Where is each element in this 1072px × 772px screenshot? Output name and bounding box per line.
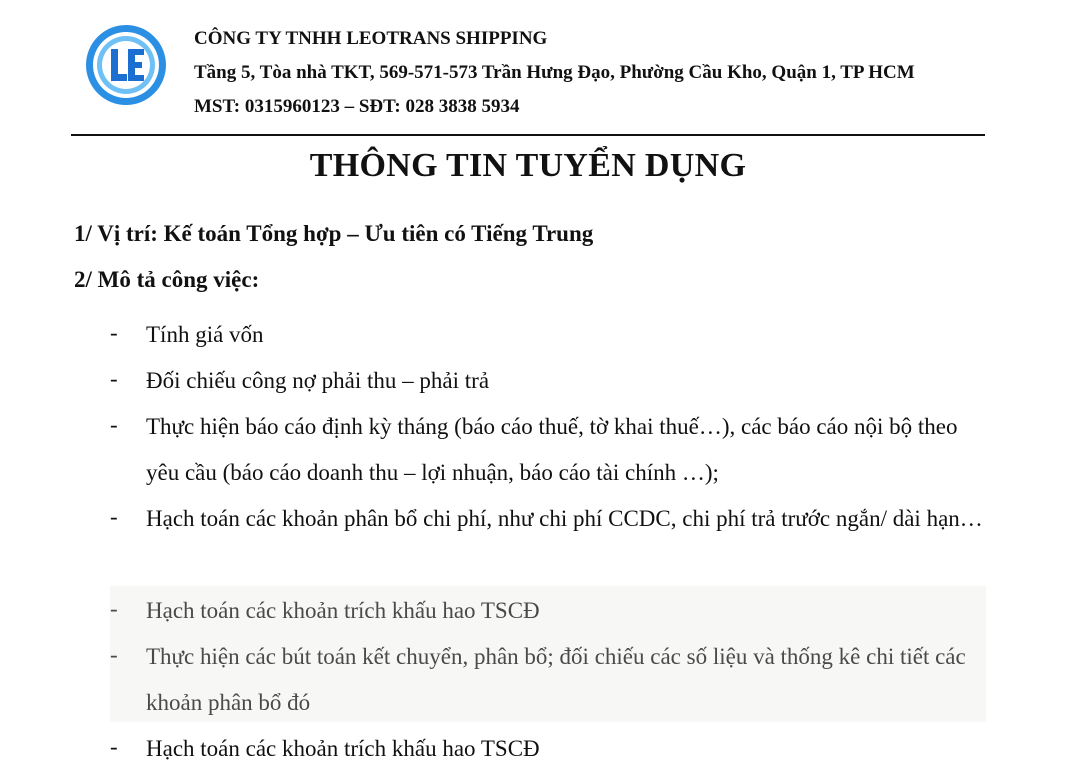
page-title: THÔNG TIN TUYỂN DỤNG <box>309 147 747 184</box>
list-item-text: Hạch toán các khoản phân bổ chi phí, như chi phí CCDC, chi phí trả trước ngắn/ dài hạn… <box>146 506 983 531</box>
list-bullet: - <box>110 504 118 529</box>
list-bullet: - <box>110 366 118 391</box>
list-bullet: - <box>110 642 118 667</box>
list-item-text: Tính giá vốn <box>146 322 264 347</box>
list-item-text: Hạch toán các khoản trích khấu hao TSCĐ <box>146 736 540 761</box>
list-bullet: - <box>110 734 118 759</box>
list-item-text: Hạch toán các khoản trích khấu hao TSCĐ <box>146 598 540 623</box>
company-tax-phone: MST: 0315960123 – SĐT: 028 3838 5934 <box>194 96 520 117</box>
list-item-text: Thực hiện các bút toán kết chuyển, phân bổ; đối chiếu các số liệu và thống kê chi tiết các khoản phân bổ đó <box>146 644 966 715</box>
company-header <box>194 22 915 124</box>
company-name: CÔNG TY TNHH LEOTRANS SHIPPING <box>194 28 548 49</box>
company-address: Tầng 5, Tòa nhà TKT, 569-571-573 Trần Hưng Đạo, Phường Cầu Kho, Quận 1, TP HCM <box>194 62 915 83</box>
company-logo <box>84 23 168 107</box>
list-bullet: - <box>110 320 118 345</box>
header-divider <box>71 134 985 136</box>
list-item-text: Đối chiếu công nợ phải thu – phải trả <box>146 368 490 393</box>
position-heading: 1/ Vị trí: Kế toán Tổng hợp – Ưu tiên có Tiếng Trung <box>74 221 594 246</box>
list-item-text: Thực hiện báo cáo định kỳ tháng (báo cáo thuế, tờ khai thuế…), các báo cáo nội bộ theo yêu cầu (báo cáo doanh thu – lợi nhuận, báo cáo tài chính …); <box>146 414 958 485</box>
list-bullet: - <box>110 596 118 621</box>
list-bullet: - <box>110 412 118 437</box>
job-description-heading: 2/ Mô tả công việc: <box>74 267 260 292</box>
